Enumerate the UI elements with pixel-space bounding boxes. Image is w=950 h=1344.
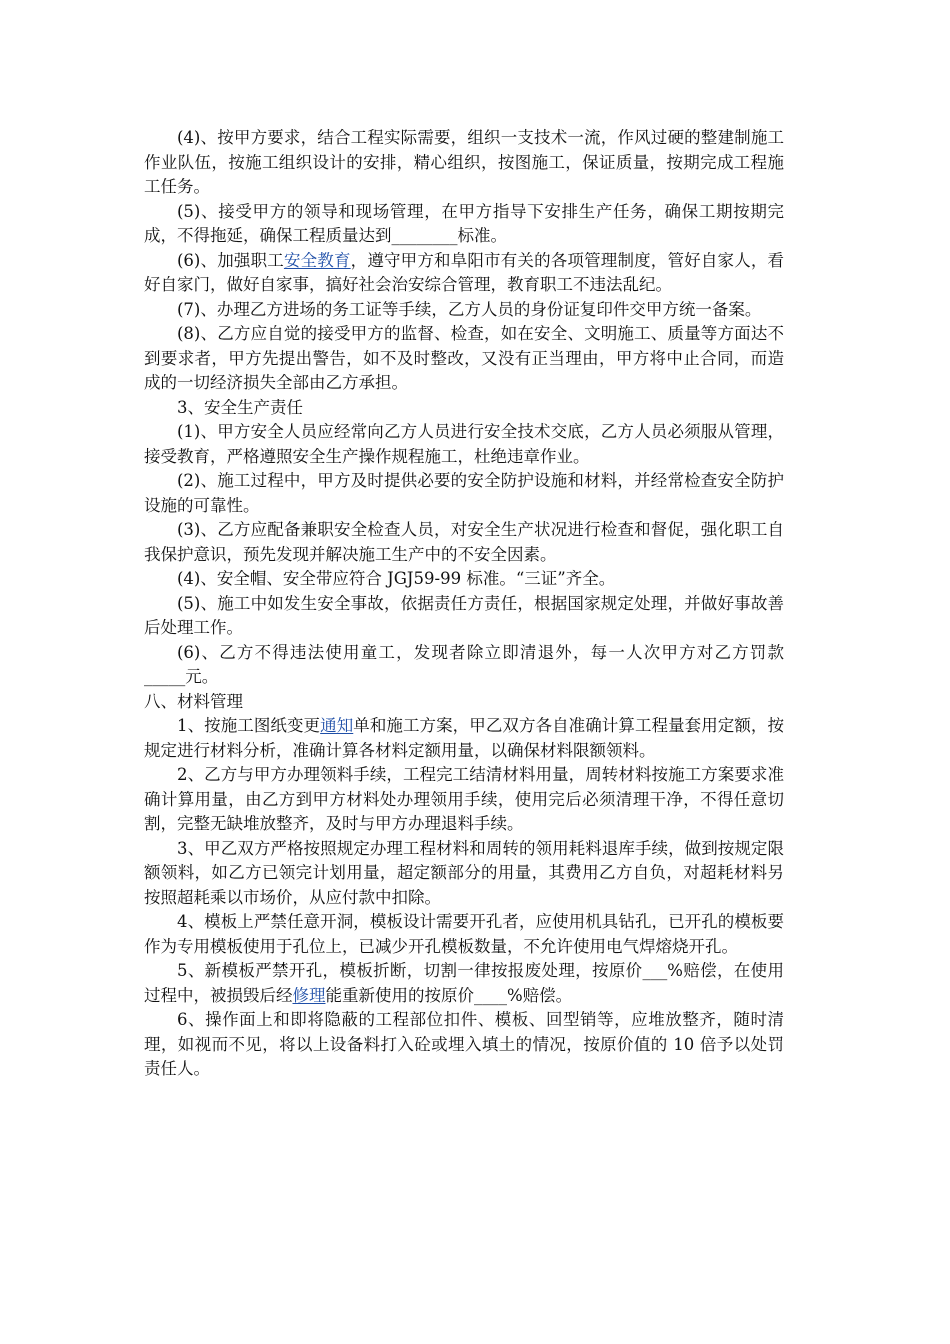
document-paragraph [144, 592, 784, 641]
paragraph-text: 单和施工方案，甲乙双方各自准确计算工程量套用定额，按规定进行材料分析，准确计算各材料定额用量，以确保材料限额领料。 [144, 716, 785, 760]
paragraph-text: 能重新使用的按原价____%赔偿。 [325, 985, 573, 1005]
paragraph-text: ，遵守甲方和阜阳市有关的各项管理制度，管好自家人，看好自家门，做好自家事，搞好社会治安综合管理，教育职工不违法乱纪。 [144, 250, 785, 294]
inline-link[interactable]: 修理 [292, 985, 326, 1005]
paragraph-text: (5)、接受甲方的领导和现场管理，在甲方指导下安排生产任务，确保工期按期完成，不得拖延，确保工程质量达到________标准。 [144, 201, 784, 245]
paragraph-text: (8)、乙方应自觉的接受甲方的监督、检查，如在安全、文明施工、质量等方面达不到要求者，甲方先提出警告，如不及时整改，又没有正当理由，甲方将中止合同，而造成的一切经济损失全部由乙方承担。 [144, 324, 784, 392]
document-paragraph [144, 322, 784, 396]
inline-link[interactable]: 安全教育 [283, 250, 351, 270]
document-paragraph [144, 126, 784, 200]
paragraph-text: 3、甲乙双方严格按照规定办理工程材料和周转的领用耗料退库手续，做到按规定限额领料，如乙方已领完计划用量，超定额部分的用量，其费用乙方自负，对超耗材料另按照超耗乘以市场价，从应付款中扣除。 [144, 838, 784, 907]
paragraph-text: (6)、乙方不得违法使用童工，发现者除立即清退外，每一人次甲方对乙方罚款_____元。 [144, 642, 784, 686]
paragraph-text: (4)、按甲方要求，结合工程实际需要，组织一支技术一流，作风过硬的整建制施工作业队伍，按施工组织设计的安排，精心组织，按图施工，保证质量，按期完成工程施工任务。 [144, 128, 784, 196]
document-paragraph [144, 837, 784, 911]
document-paragraph [144, 396, 784, 421]
paragraph-text: (1)、甲方安全人员应经常向乙方人员进行安全技术交底，乙方人员必须服从管理，接受教育，严格遵照安全生产操作规程施工，杜绝违章作业。 [144, 422, 784, 466]
document-paragraph [144, 690, 784, 715]
paragraph-text: (6)、加强职工 [177, 250, 284, 270]
document-paragraph [144, 249, 784, 298]
paragraph-text: (7)、办理乙方进场的务工证等手续，乙方人员的身份证复印件交甲方统一备案。 [177, 299, 762, 319]
document-paragraph [144, 469, 784, 518]
inline-link[interactable]: 通知 [320, 716, 354, 735]
document-paragraph [144, 567, 784, 592]
paragraph-text: (3)、乙方应配备兼职安全检查人员，对安全生产状况进行检查和督促，强化职工自我保护意识，预先发现并解决施工生产中的不安全因素。 [144, 520, 784, 564]
paragraph-text: (2)、施工过程中，甲方及时提供必要的安全防护设施和材料，并经常检查安全防护设施的可靠性。 [144, 471, 784, 515]
document-paragraph [144, 1008, 784, 1082]
document-paragraph [144, 641, 784, 690]
document-paragraph [144, 298, 784, 323]
paragraph-text: (5)、施工中如发生安全事故，依据责任方责任，根据国家规定处理，并做好事故善后处理工作。 [144, 593, 784, 637]
paragraph-text: 3、安全生产责任 [177, 397, 303, 417]
paragraph-text: 2、乙方与甲方办理领料手续，工程完工结清材料用量，周转材料按施工方案要求准确计算用量，由乙方到甲方材料处办理领用手续，使用完后必须清理干净，不得任意切割，完整无缺堆放整齐，及时与甲方办理退料手续。 [144, 765, 784, 833]
document-paragraph [144, 420, 784, 469]
document-body [144, 126, 784, 1082]
document-paragraph [144, 763, 784, 837]
document-paragraph [144, 200, 784, 249]
document-paragraph [144, 714, 784, 763]
paragraph-text: 5、新模板严禁开孔，模板折断，切割一律按报废处理，按原价___%赔偿，在使用过程中，被损毁后经 [144, 961, 784, 1005]
document-paragraph [144, 910, 784, 959]
paragraph-text: 4、模板上严禁任意开洞，模板设计需要开孔者，应使用机具钻孔，已开孔的模板要作为专用模板使用于孔位上，已减少开孔模板数量，不允许使用电气焊熔烧开孔。 [144, 912, 784, 956]
document-paragraph [144, 959, 784, 1008]
document-paragraph [144, 518, 784, 567]
paragraph-text: (4)、安全帽、安全带应符合 JGJ59-99 标准。“三证”齐全。 [177, 569, 616, 588]
paragraph-text: 八、材料管理 [144, 691, 243, 711]
paragraph-text: 1、按施工图纸变更 [177, 716, 321, 735]
paragraph-text: 6、操作面上和即将隐蔽的工程部位扣件、模板、回型销等，应堆放整齐，随时清理，如视而不见，将以上设备料打入砼或埋入填土的情况，按原价值的 10 倍予以处罚责任人。 [144, 1010, 784, 1078]
